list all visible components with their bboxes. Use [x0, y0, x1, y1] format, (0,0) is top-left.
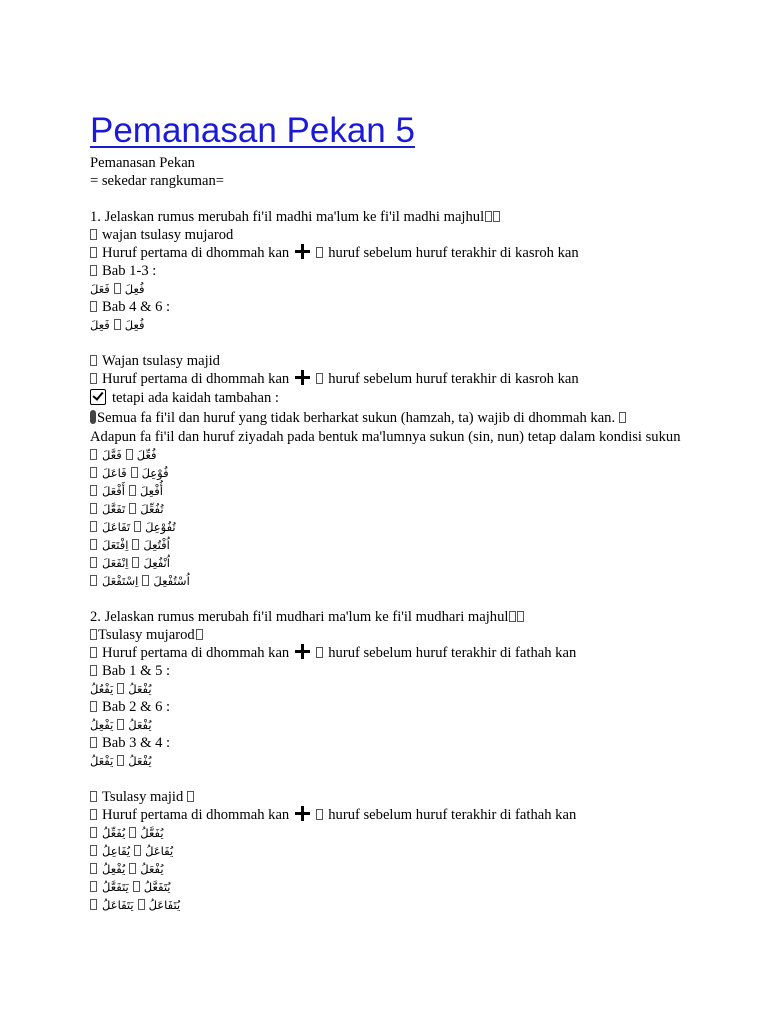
arrow-glyph-icon: [129, 827, 136, 838]
arabic-to: اُسْتُفْعِلَ: [153, 574, 190, 588]
glyph-box-icon: [90, 665, 97, 676]
glyph-box-icon: [316, 373, 323, 384]
arrow-glyph-icon: [133, 881, 140, 892]
arrow-glyph-icon: [131, 467, 138, 478]
arabic-from: اِسْتَفْعَلَ: [102, 574, 139, 588]
arabic-to: يُتَفَعَّلُ: [143, 880, 171, 894]
glyph-box-icon: [90, 647, 97, 658]
glyph-box-icon: [90, 229, 97, 240]
spacer: [90, 590, 690, 608]
arabic-from: تَفَعَّلَ: [102, 502, 126, 516]
rule-part-a: Huruf pertama di dhommah kan: [102, 245, 290, 261]
bab-label: Bab 1-3 :: [102, 263, 157, 279]
note-continued: Adapun fa fi'il dan huruf ziyadah pada bentuk ma'lumnya sukun (sin, nun) tetap dalam kondisi sukun: [90, 429, 681, 445]
arrow-glyph-icon: [114, 319, 121, 330]
glyph-box-icon: [90, 881, 97, 892]
glyph-box-icon: [90, 247, 97, 258]
subheading-mujarod-text: Tsulasy mujarod: [98, 627, 195, 643]
glyph-box-icon: [196, 629, 203, 640]
rule-line: [90, 370, 690, 388]
arabic-from: أَفْعَلَ: [102, 484, 125, 498]
arabic-example: [90, 316, 690, 334]
subheading-majid: [90, 352, 690, 370]
arrow-glyph-icon: [134, 845, 141, 856]
glyph-box-icon: [619, 412, 626, 423]
rule-part-a: Huruf pertama di dhommah kan: [102, 645, 290, 661]
subheading-mujarod: [90, 226, 690, 244]
arabic-to: يُفْعَلُ: [140, 862, 164, 876]
glyph-box-icon: [316, 809, 323, 820]
glyph-box-icon: [90, 809, 97, 820]
bab-label: Bab 1 & 5 :: [102, 663, 171, 679]
arrow-glyph-icon: [129, 863, 136, 874]
arabic-list-madhi: [90, 446, 690, 590]
arabic-example: [90, 500, 690, 518]
rule-part-b: huruf sebelum huruf terakhir di fathah kan: [328, 645, 577, 661]
spacer: [90, 190, 690, 208]
glyph-box-icon: [517, 611, 524, 622]
glyph-box-icon: [90, 863, 97, 874]
glyph-box-icon: [90, 701, 97, 712]
glyph-box-icon: [485, 211, 492, 222]
glyph-box-icon: [493, 211, 500, 222]
arrow-glyph-icon: [134, 521, 141, 532]
arabic-from: يَفْعُلُ: [90, 682, 114, 696]
checkmark-icon: [90, 389, 106, 405]
note-text: Semua fa fi'il dan huruf yang tidak berharkat sukun (hamzah, ta) wajib di dhommah kan.: [97, 410, 616, 426]
arrow-glyph-icon: [126, 449, 133, 460]
arabic-to: يُفْعَلُ: [128, 754, 152, 768]
arabic-example: [90, 482, 690, 500]
arabic-from: فَعِلَ: [90, 318, 110, 332]
glyph-box-icon: [90, 485, 97, 496]
arabic-example: [90, 752, 690, 770]
arabic-to: أُفْعِلَ: [139, 484, 163, 498]
arabic-example: [90, 280, 690, 298]
plus-icon: [295, 244, 310, 259]
arabic-from: يَفْعِلُ: [90, 718, 114, 732]
question-2: [90, 608, 690, 626]
question-1-text: 1. Jelaskan rumus merubah fi'il madhi ma'lum ke fi'il madhi majhul: [90, 209, 485, 225]
question-1: [90, 208, 690, 226]
arabic-from: يَتَفَاعَلُ: [102, 898, 134, 912]
rule-part-b: huruf sebelum huruf terakhir di fathah kan: [328, 807, 577, 823]
arrow-glyph-icon: [117, 719, 124, 730]
arabic-to: اُنْفُعِلَ: [143, 556, 170, 570]
arabic-example: [90, 464, 690, 482]
spacer: [90, 770, 690, 788]
subheading-majid-text: Tsulasy majid: [102, 789, 184, 805]
arabic-example: [90, 716, 690, 734]
page-title[interactable]: Pemanasan Pekan 5: [90, 111, 415, 150]
glyph-box-icon: [90, 301, 97, 312]
arrow-glyph-icon: [142, 575, 149, 586]
glyph-box-icon: [90, 503, 97, 514]
arabic-example: [90, 896, 690, 914]
subheading-mujarod: [90, 626, 690, 644]
arabic-example: [90, 536, 690, 554]
arrow-glyph-icon: [132, 557, 139, 568]
arrow-glyph-icon: [129, 503, 136, 514]
rule-line: [90, 244, 690, 262]
arabic-example: [90, 554, 690, 572]
glyph-box-icon: [509, 611, 516, 622]
glyph-box-icon: [90, 575, 97, 586]
bab-heading: [90, 662, 690, 680]
bab-label: Bab 2 & 6 :: [102, 699, 171, 715]
extra-rule-text: tetapi ada kaidah tambahan :: [112, 390, 279, 406]
arabic-to: تُفُوْعِلَ: [145, 520, 176, 534]
glyph-box-icon: [90, 355, 97, 366]
plus-icon: [295, 806, 310, 821]
glyph-box-icon: [187, 791, 194, 802]
glyph-box-icon: [90, 557, 97, 568]
rule-part-b: huruf sebelum huruf terakhir di kasroh kan: [328, 371, 579, 387]
arabic-to: فُعِلَ: [124, 318, 145, 332]
glyph-box-icon: [90, 899, 97, 910]
bab-label: Bab 3 & 4 :: [102, 735, 171, 751]
arabic-from: فَعَّلَ: [102, 448, 122, 462]
glyph-box-icon: [90, 373, 97, 384]
bab-heading: [90, 298, 690, 316]
arabic-from: فَاعَلَ: [102, 466, 127, 480]
arabic-example: [90, 878, 690, 896]
arabic-to: يُفَاعَلُ: [145, 844, 174, 858]
bab-heading: [90, 734, 690, 752]
subheading-majid: [90, 788, 690, 806]
arrow-glyph-icon: [117, 755, 124, 766]
spacer: [90, 334, 690, 352]
subheading-majid-text: Wajan tsulasy majid: [102, 353, 220, 369]
rule-line: [90, 644, 690, 662]
arabic-list-mudhari: [90, 824, 690, 914]
glyph-box-icon: [316, 647, 323, 658]
arabic-to: فُوْعِلَ: [141, 466, 169, 480]
rule-part-a: Huruf pertama di dhommah kan: [102, 807, 290, 823]
glyph-box-icon: [90, 449, 97, 460]
glyph-box-icon: [90, 791, 97, 802]
question-2-text: 2. Jelaskan rumus merubah fi'il mudhari ma'lum ke fi'il mudhari majhul: [90, 609, 509, 625]
plus-icon: [295, 644, 310, 659]
arabic-from: يُفْعِلُ: [102, 862, 126, 876]
subtitle: Pemanasan Pekan: [90, 155, 195, 171]
pin-icon: [90, 410, 96, 424]
arabic-example: [90, 680, 690, 698]
rule-part-b: huruf sebelum huruf terakhir di kasroh kan: [328, 245, 579, 261]
arabic-to: فُعِّلَ: [136, 448, 157, 462]
arabic-example: [90, 572, 690, 590]
arabic-from: فَعَلَ: [90, 282, 110, 296]
arrow-glyph-icon: [117, 683, 124, 694]
arabic-from: يُفَعِّلُ: [102, 826, 126, 840]
document-body: [90, 110, 690, 914]
glyph-box-icon: [90, 845, 97, 856]
bab-label: Bab 4 & 6 :: [102, 299, 171, 315]
arabic-from: اِنْفَعَلَ: [102, 556, 129, 570]
plus-icon: [295, 370, 310, 385]
glyph-box-icon: [316, 247, 323, 258]
arabic-from: يَفْعَلُ: [90, 754, 114, 768]
arabic-example: [90, 860, 690, 878]
rule-part-a: Huruf pertama di dhommah kan: [102, 371, 290, 387]
extra-rule: [90, 388, 690, 408]
glyph-box-icon: [90, 629, 97, 640]
arabic-to: يُفْعَلُ: [128, 718, 152, 732]
arabic-to: اُفْتُعِلَ: [143, 538, 170, 552]
summary-note: = sekedar rangkuman=: [90, 173, 224, 189]
arabic-example: [90, 518, 690, 536]
arabic-example: [90, 446, 690, 464]
arabic-from: اِفْتَعَلَ: [102, 538, 129, 552]
arabic-from: تَفَاعَلَ: [102, 520, 131, 534]
arrow-glyph-icon: [114, 283, 121, 294]
arabic-to: يُتَفَاعَلُ: [148, 898, 181, 912]
glyph-box-icon: [90, 521, 97, 532]
arrow-glyph-icon: [132, 539, 139, 550]
arabic-to: فُعِلَ: [124, 282, 145, 296]
rule-line: [90, 806, 690, 824]
glyph-box-icon: [90, 467, 97, 478]
bab-heading: [90, 262, 690, 280]
arabic-example: [90, 842, 690, 860]
arabic-to: تُفُعِّلَ: [140, 502, 164, 516]
arabic-from: يُفَاعِلُ: [102, 844, 131, 858]
arabic-to: يُفَعَّلُ: [140, 826, 164, 840]
note-line: [90, 408, 690, 428]
arrow-glyph-icon: [138, 899, 145, 910]
bab-heading: [90, 698, 690, 716]
glyph-box-icon: [90, 827, 97, 838]
glyph-box-icon: [90, 265, 97, 276]
glyph-box-icon: [90, 737, 97, 748]
arabic-from: يَتَفَعَّلُ: [102, 880, 129, 894]
subheading-mujarod-text: wajan tsulasy mujarod: [102, 227, 234, 243]
glyph-box-icon: [90, 539, 97, 550]
arabic-to: يُفْعَلُ: [128, 682, 152, 696]
arabic-example: [90, 824, 690, 842]
arrow-glyph-icon: [129, 485, 136, 496]
